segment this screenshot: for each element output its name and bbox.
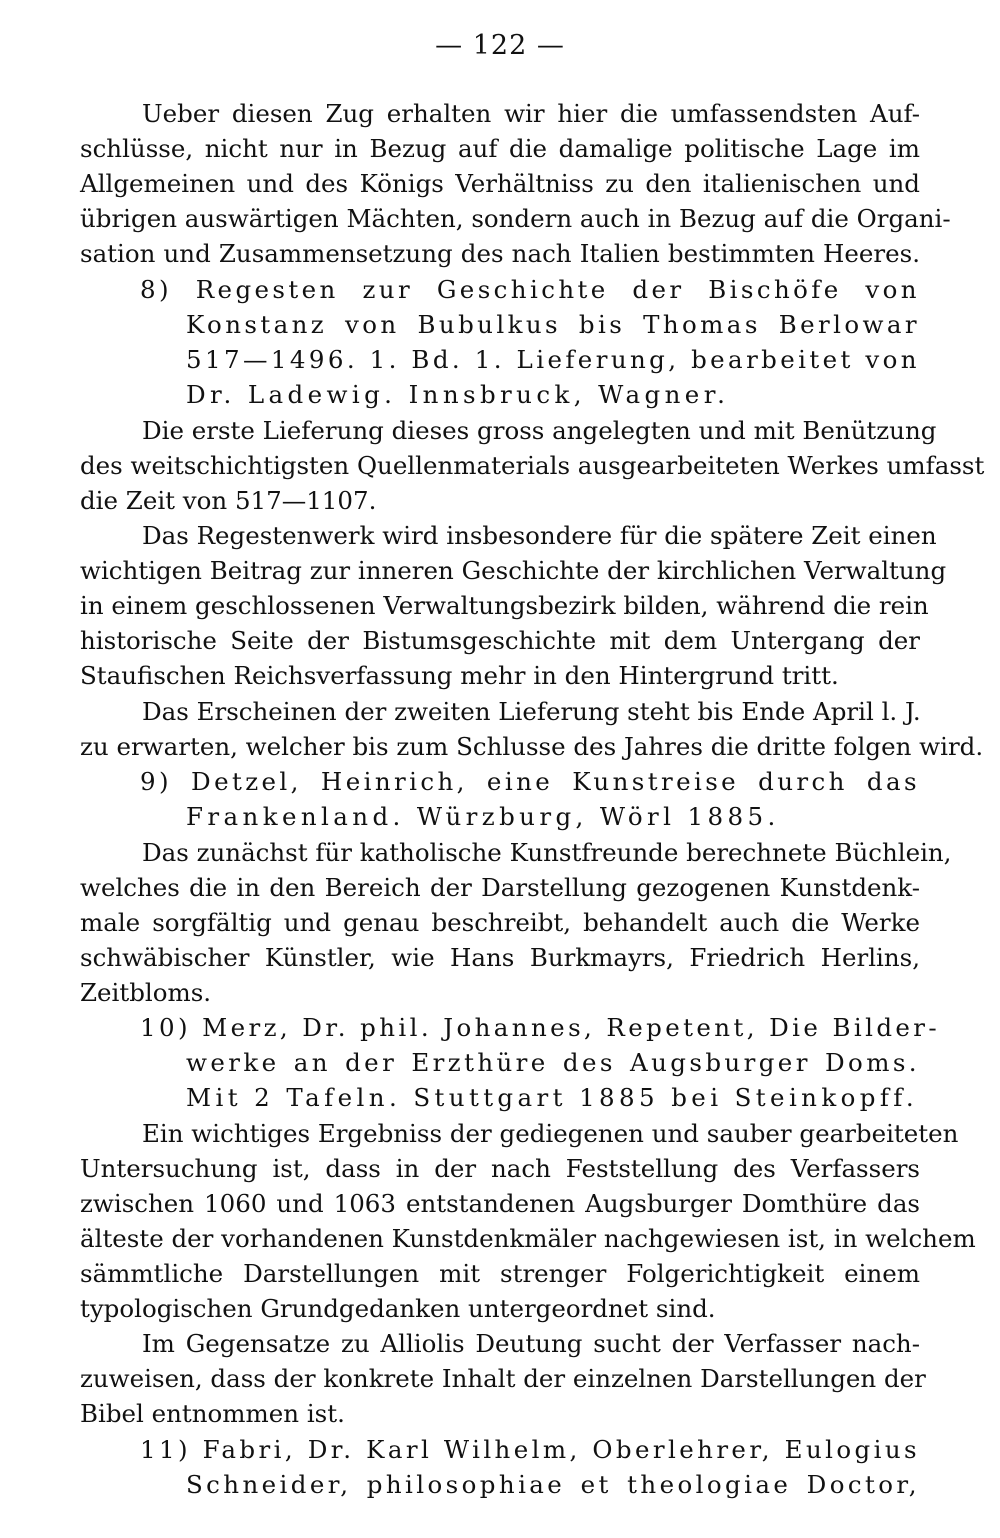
- text-line: welches die in den Bereich der Darstellung gezogenen Kunstdenk-: [80, 873, 920, 902]
- bibliography-entry-8: Konstanz von Bubulkus bis Thomas Berlowar: [186, 310, 920, 339]
- text-line: Staufischen Reichsverfassung mehr in den Hintergrund tritt.: [80, 661, 839, 690]
- text-line: schwäbischer Künstler, wie Hans Burkmayrs, Friedrich Herlins,: [80, 943, 920, 972]
- text-line: wichtigen Beitrag zur inneren Geschichte der kirchlichen Verwaltung: [80, 556, 947, 585]
- text-line: Allgemeinen und des Königs Verhältniss zu den italienischen und: [80, 169, 920, 198]
- bibliography-entry-11: 11) Fabri, Dr. Karl Wilhelm, Oberlehrer, Eulogius: [140, 1435, 920, 1464]
- text-line: Im Gegensatze zu Alliolis Deutung sucht der Verfasser nach-: [142, 1329, 920, 1358]
- bibliography-entry-8: Dr. Ladewig. Innsbruck, Wagner.: [186, 380, 730, 409]
- bibliography-entry-9: 9) Detzel, Heinrich, eine Kunstreise durch das: [140, 767, 920, 796]
- text-line: sation und Zusammensetzung des nach Italien bestimmten Heeres.: [80, 239, 920, 268]
- bibliography-entry-8: 517—1496. 1. Bd. 1. Lieferung, bearbeitet von: [186, 345, 920, 374]
- text-line: Ein wichtiges Ergebniss der gediegenen und sauber gearbeiteten: [142, 1119, 959, 1148]
- text-line: Das Regestenwerk wird insbesondere für die spätere Zeit einen: [142, 521, 937, 550]
- bibliography-entry-10: werke an der Erzthüre des Augsburger Doms.: [186, 1048, 920, 1077]
- text-line: Ueber diesen Zug erhalten wir hier die umfassendsten Auf-: [142, 99, 920, 128]
- bibliography-entry-11: Schneider, philosophiae et theologiae Doctor,: [186, 1470, 920, 1499]
- bibliography-entry-10: 10) Merz, Dr. phil. Johannes, Repetent, Die Bilder-: [140, 1013, 941, 1042]
- text-line: die Zeit von 517—1107.: [80, 486, 377, 515]
- bibliography-entry-8: 8) Regesten zur Geschichte der Bischöfe von: [140, 275, 920, 304]
- text-line: schlüsse, nicht nur in Bezug auf die damalige politische Lage im: [80, 134, 920, 163]
- text-line: Zeitbloms.: [80, 978, 212, 1007]
- text-line: Das Erscheinen der zweiten Lieferung steht bis Ende April l. J.: [142, 697, 921, 726]
- text-line: zuweisen, dass der konkrete Inhalt der einzelnen Darstellungen der: [80, 1364, 926, 1393]
- text-line: sämmtliche Darstellungen mit strenger Folgerichtigkeit einem: [80, 1259, 920, 1288]
- text-line: älteste der vorhandenen Kunstdenkmäler nachgewiesen ist, in welchem: [80, 1224, 976, 1253]
- text-line: des weitschichtigsten Quellenmaterials ausgearbeiteten Werkes umfasst: [80, 451, 985, 480]
- text-line: typologischen Grundgedanken untergeordnet sind.: [80, 1294, 716, 1323]
- text-line: male sorgfältig und genau beschreibt, behandelt auch die Werke: [80, 908, 920, 937]
- text-line: zu erwarten, welcher bis zum Schlusse des Jahres die dritte folgen wird.: [80, 732, 984, 761]
- text-line: Bibel entnommen ist.: [80, 1399, 345, 1428]
- text-line: übrigen auswärtigen Mächten, sondern auch in Bezug auf die Organi-: [80, 204, 951, 233]
- text-line: in einem geschlossenen Verwaltungsbezirk bilden, während die rein: [80, 591, 929, 620]
- text-line: historische Seite der Bistumsgeschichte mit dem Untergang der: [80, 626, 920, 655]
- text-line: zwischen 1060 und 1063 entstandenen Augsburger Domthüre das: [80, 1189, 920, 1218]
- text-line: Das zunächst für katholische Kunstfreunde berechnete Büchlein,: [142, 838, 952, 867]
- page-number: — 122 —: [435, 30, 565, 61]
- bibliography-entry-10: Mit 2 Tafeln. Stuttgart 1885 bei Steinkopff.: [186, 1083, 919, 1112]
- text-line: Die erste Lieferung dieses gross angelegten und mit Benützung: [142, 416, 937, 445]
- text-line: Untersuchung ist, dass in der nach Feststellung des Verfassers: [80, 1154, 920, 1183]
- bibliography-entry-9: Frankenland. Würzburg, Wörl 1885.: [186, 802, 780, 831]
